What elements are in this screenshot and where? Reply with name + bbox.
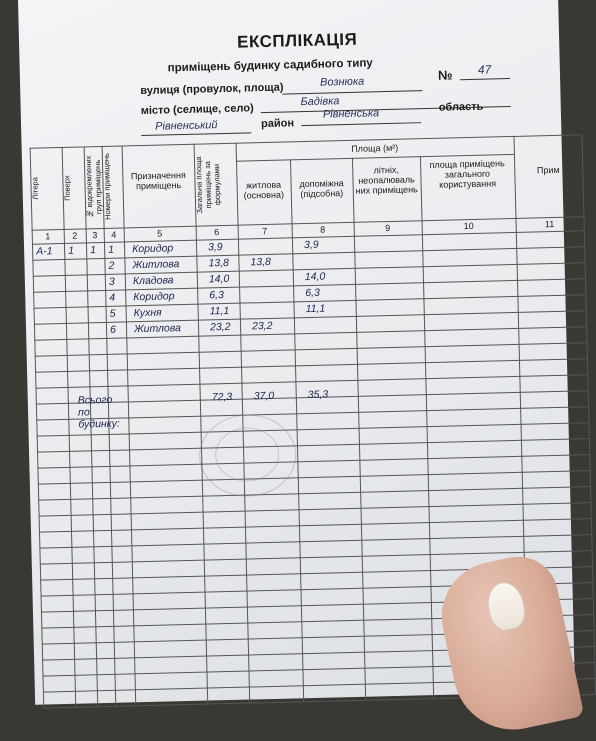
number-value: 47 xyxy=(477,62,492,77)
header-total: Загальна площа приміщень за формулами xyxy=(193,155,223,214)
street-label: вулиця (провулок, площа) xyxy=(140,81,284,98)
total-living: 37,0 xyxy=(253,389,275,403)
document-subtitle: приміщень будинку садибного типу xyxy=(167,57,373,75)
header-litera: Літера xyxy=(30,177,40,200)
column-number: 7 xyxy=(262,225,268,237)
cell-total: 6,3 xyxy=(209,289,225,302)
cell-total: 11,1 xyxy=(209,304,230,318)
street-value: Вознюка xyxy=(319,75,365,89)
document-title: ЕКСПЛІКАЦІЯ xyxy=(236,29,358,52)
cell-room: 5 xyxy=(109,307,116,320)
column-number: 3 xyxy=(92,230,98,241)
table-hline xyxy=(37,438,589,452)
street-underline xyxy=(282,90,422,94)
cell-purpose: Житлова xyxy=(133,322,182,336)
cell-room: 3 xyxy=(108,275,115,288)
district-label: район xyxy=(260,117,295,131)
cell-purpose: Житлова xyxy=(132,258,180,272)
header-summer: літніх, неопалюваль них приміщень xyxy=(355,164,418,196)
header-groups: № відокремлених груп приміщень xyxy=(83,155,104,219)
column-number: 8 xyxy=(320,224,326,235)
column-number: 2 xyxy=(72,230,78,241)
header-note: Прим xyxy=(536,164,560,176)
district-underline xyxy=(141,132,251,136)
number-label: № xyxy=(437,67,453,83)
table-hline xyxy=(35,358,587,372)
cell-group: 1 xyxy=(89,244,97,257)
cell-total: 3,9 xyxy=(207,241,223,254)
column-number: 9 xyxy=(385,222,391,234)
column-number: 6 xyxy=(214,227,220,238)
area-group-header: Площа (м²) xyxy=(351,142,399,154)
cell-purpose: Кладова xyxy=(132,274,174,288)
cell-purpose: Коридор xyxy=(131,242,174,256)
cell-room: 2 xyxy=(108,259,115,272)
city-label: місто (селище, село) xyxy=(140,102,254,118)
table-hline xyxy=(39,518,591,532)
region-underline xyxy=(301,122,421,126)
city-value: Бадівка xyxy=(300,95,340,109)
column-number: 1 xyxy=(45,231,51,242)
table-vline xyxy=(581,134,596,694)
table-hline xyxy=(37,454,589,468)
total-total: 72,3 xyxy=(211,390,233,404)
table-hline xyxy=(35,374,587,388)
cell-total: 23,2 xyxy=(209,320,231,334)
column-number: 4 xyxy=(111,229,117,240)
cell-total: 14,0 xyxy=(208,272,230,286)
column-number: 10 xyxy=(463,220,474,232)
district-value: Рівненський xyxy=(154,119,218,133)
number-underline xyxy=(460,78,510,80)
header-auxiliary: допоміжна (підсобна) xyxy=(299,178,344,200)
table-hline xyxy=(39,502,591,516)
table-hline xyxy=(39,534,591,548)
header-rooms: Номери приміщень xyxy=(101,153,113,221)
region-value: Рівненська xyxy=(322,107,380,121)
faded-stamp xyxy=(198,413,297,497)
cell-living: 23,2 xyxy=(251,319,273,333)
table-hline xyxy=(34,323,586,340)
cell-living: 13,8 xyxy=(250,255,272,269)
table-hline xyxy=(38,486,590,500)
cell-purpose: Кухня xyxy=(133,306,162,320)
table-hline xyxy=(35,342,587,356)
cell-room: 6 xyxy=(109,323,117,336)
cell-total: 13,8 xyxy=(208,256,230,270)
cell-room: 1 xyxy=(107,243,115,256)
header-purpose: Призначення приміщень xyxy=(130,169,186,192)
header-common: площа приміщень загального користування xyxy=(429,158,505,190)
cell-floor: 1 xyxy=(67,244,75,257)
cell-aux: 14,0 xyxy=(304,270,326,284)
cell-room: 4 xyxy=(109,291,116,304)
table-hline xyxy=(38,470,590,484)
total-aux: 35,3 xyxy=(307,388,329,402)
cell-aux: 3,9 xyxy=(303,238,319,252)
cell-purpose: Коридор xyxy=(133,290,175,304)
cell-aux: 11,1 xyxy=(305,302,326,316)
cell-aux: 6,3 xyxy=(305,286,320,300)
column-number: 11 xyxy=(544,218,555,230)
header-floor: Поверх xyxy=(62,175,72,201)
region-label: область xyxy=(438,100,484,114)
cell-litera: А-1 xyxy=(36,245,53,258)
column-number: 5 xyxy=(157,228,163,239)
total-label: Всього по будинку: xyxy=(77,393,121,431)
header-living: житлова (основна) xyxy=(243,179,285,201)
